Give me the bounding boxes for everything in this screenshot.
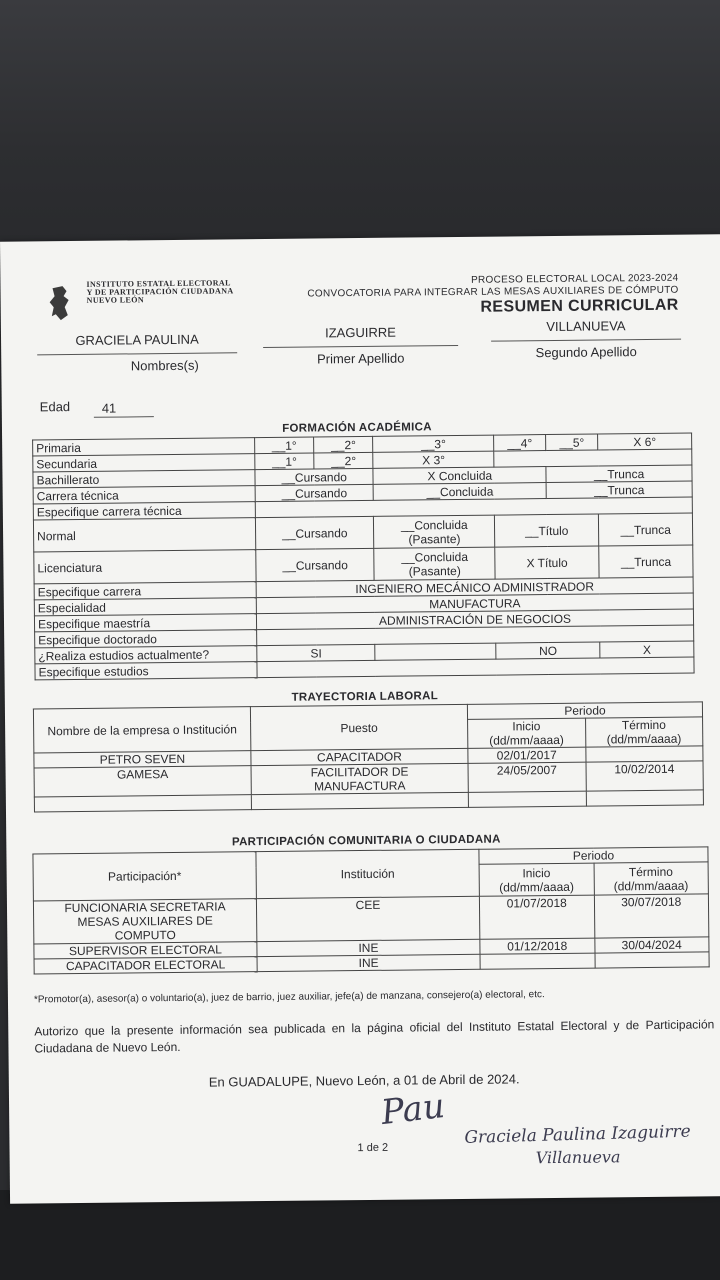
estudios-value [257, 657, 694, 678]
label-secundaria: Secundaria [33, 454, 255, 472]
normal-concluida: __Concluida (Pasante) [374, 515, 495, 548]
institute-line-1: INSTITUTO ESTATAL ELECTORAL [86, 278, 231, 289]
maestria-value: ADMINISTRACIÓN DE NEGOCIOS [256, 609, 693, 630]
labor-start: 02/01/2017 [468, 747, 586, 763]
primaria-grade-3: __3° [373, 435, 494, 452]
label-doctorado: Especifique doctorado [35, 630, 257, 648]
normal-cursando: __Cursando [255, 516, 374, 549]
licenciatura-cursando: __Cursando [256, 548, 375, 581]
label-maestria: Especifique maestría [34, 614, 256, 632]
community-start: 01/12/2018 [480, 938, 595, 954]
process-name: PROCESO ELECTORAL LOCAL 2023-2024 [470, 272, 679, 286]
place-date: En GUADALUPE, Nuevo León, a 01 de Abril de 2024. [208, 1071, 520, 1090]
normal-titulo: __Título [495, 514, 599, 547]
licenciatura-titulo: X Título [495, 546, 599, 579]
labor-header-end: Término (dd/mm/aaaa) [585, 717, 703, 747]
community-header-participation: Participación* [33, 852, 256, 901]
normal-trunca: __Trunca [599, 513, 693, 546]
community-institution: INE [257, 939, 480, 956]
labor-end: 10/02/2014 [586, 761, 704, 791]
carrera-value: INGENIERO MECÁNICO ADMINISTRADOR [256, 577, 693, 598]
secundaria-grade-2: __2° [314, 452, 373, 469]
primaria-grade-1: __1° [255, 437, 314, 454]
institute-line-3: NUEVO LEÓN [86, 295, 145, 305]
label-normal: Normal [33, 518, 255, 552]
primaria-grade-6: X 6° [598, 433, 692, 450]
academic-title: FORMACIÓN ACADÉMICA [282, 421, 432, 435]
bachillerato-concluida: X Concluida [373, 467, 546, 485]
tecnica-concluida: __Concluida [374, 483, 547, 501]
label-licenciatura: Licenciatura [34, 550, 256, 584]
names-value: GRACIELA PAULINA [75, 331, 199, 348]
label-estudios: Especifique estudios [35, 662, 257, 680]
institute-line-2: Y DE PARTICIPACIÓN CIUDADANA [86, 286, 234, 297]
label-estudia: ¿Realiza estudios actualmente? [35, 646, 257, 664]
bachillerato-trunca: __Trunca [546, 465, 692, 483]
labor-position: FACILITADOR DE MANUFACTURA [251, 763, 468, 794]
community-row [33, 894, 708, 944]
community-participation: SUPERVISOR ELECTORAL [34, 942, 257, 959]
community-end [595, 952, 710, 968]
labor-company: GAMESA [34, 766, 251, 797]
page-number: 1 de 2 [357, 1141, 389, 1155]
labor-company: PETRO SEVEN [34, 751, 251, 768]
label-bachillerato: Bachillerato [33, 470, 255, 488]
especialidad-value: MANUFACTURA [256, 593, 693, 614]
second-surname-value: VILLANUEVA [546, 318, 626, 335]
document-title: RESUMEN CURRICULAR [480, 296, 679, 316]
estudia-no: NO [496, 642, 600, 659]
primaria-grade-4: __4° [494, 435, 546, 452]
community-end: 30/07/2018 [594, 894, 709, 938]
names-label: Nombres(s) [130, 357, 199, 374]
label-especifique-tecnica: Especifique carrera técnica [33, 502, 255, 520]
curriculum-document [0, 234, 720, 1203]
label-especialidad: Especialidad [34, 598, 256, 616]
academic-table [32, 433, 694, 681]
community-footnote: *Promotor(a), asesor(a) o voluntario(a), juez de barrio, juez auxiliar, jefe(a) de manzana, consejero(a) electoral, etc. [33, 989, 545, 1006]
age-value: 41 [101, 400, 117, 416]
labor-header-company: Nombre de la empresa o Institución [33, 707, 250, 753]
second-surname-label: Segundo Apellido [535, 344, 637, 361]
estudia-mark: X [600, 641, 694, 658]
labor-header-position: Puesto [250, 704, 467, 750]
call-name: CONVOCATORIA PARA INTEGRAR LAS MESAS AUXILIARES DE CÓMPUTO [307, 284, 679, 300]
institute-name [86, 279, 233, 305]
community-institution: INE [257, 954, 480, 971]
community-start [480, 953, 595, 969]
labor-table [33, 701, 704, 812]
first-surname-label: Primer Apellido [316, 350, 405, 367]
licenciatura-trunca: __Trunca [599, 545, 693, 578]
label-primaria: Primaria [33, 438, 255, 456]
labor-header-start: Inicio (dd/mm/aaaa) [468, 718, 586, 748]
bachillerato-cursando: __Cursando [255, 468, 374, 485]
background-top [0, 0, 720, 250]
tecnica-trunca: __Trunca [546, 481, 692, 499]
signature-name-2: Villanueva [535, 1147, 621, 1168]
label-carrera-tecnica: Carrera técnica [33, 486, 255, 504]
community-title: PARTICIPACIÓN COMUNITARIA O CIUDADANA [231, 833, 501, 849]
secundaria-grade-1: __1° [255, 453, 314, 470]
institute-logo [44, 285, 74, 321]
community-start: 01/07/2018 [479, 895, 594, 939]
primaria-grade-5: __5° [546, 434, 598, 451]
community-header-start: Inicio (dd/mm/aaaa) [479, 863, 594, 896]
labor-end [585, 746, 703, 762]
authorization-text: Autorizo que la presente información sea publicada en la página oficial del Instituto Estatal Electoral y de Participación Ciudadana de Nuevo León. [34, 1017, 715, 1056]
primaria-grade-2: __2° [314, 436, 373, 453]
label-carrera: Especifique carrera [34, 582, 256, 600]
community-participation: FUNCIONARIA SECRETARIA MESAS AUXILIARES DE COMPUTO [33, 899, 256, 944]
background-bottom [0, 1190, 720, 1280]
licenciatura-concluida: __Concluida (Pasante) [374, 547, 495, 580]
first-surname-value: IZAGUIRRE [325, 324, 396, 341]
labor-title: TRAYECTORIA LABORAL [291, 690, 439, 704]
community-header-period: Periodo [479, 847, 708, 864]
age-label: Edad [39, 399, 71, 415]
community-institution: CEE [256, 896, 479, 941]
signature-name: Graciela Paulina Izaguirre [464, 1121, 691, 1148]
community-end: 30/04/2024 [594, 937, 709, 953]
signature-mark: Pau [379, 1085, 447, 1134]
tecnica-cursando: __Cursando [255, 484, 374, 501]
community-header-institution: Institución [256, 849, 479, 898]
community-participation: CAPACITADOR ELECTORAL [34, 957, 257, 974]
labor-header-period: Periodo [467, 702, 702, 719]
estudia-si: SI [257, 644, 376, 661]
secundaria-grade-3: X 3° [373, 451, 494, 468]
labor-position: CAPACITADOR [251, 748, 468, 765]
community-table [32, 846, 709, 974]
community-header-end: Término (dd/mm/aaaa) [594, 862, 709, 895]
labor-start: 24/05/2007 [468, 762, 586, 792]
